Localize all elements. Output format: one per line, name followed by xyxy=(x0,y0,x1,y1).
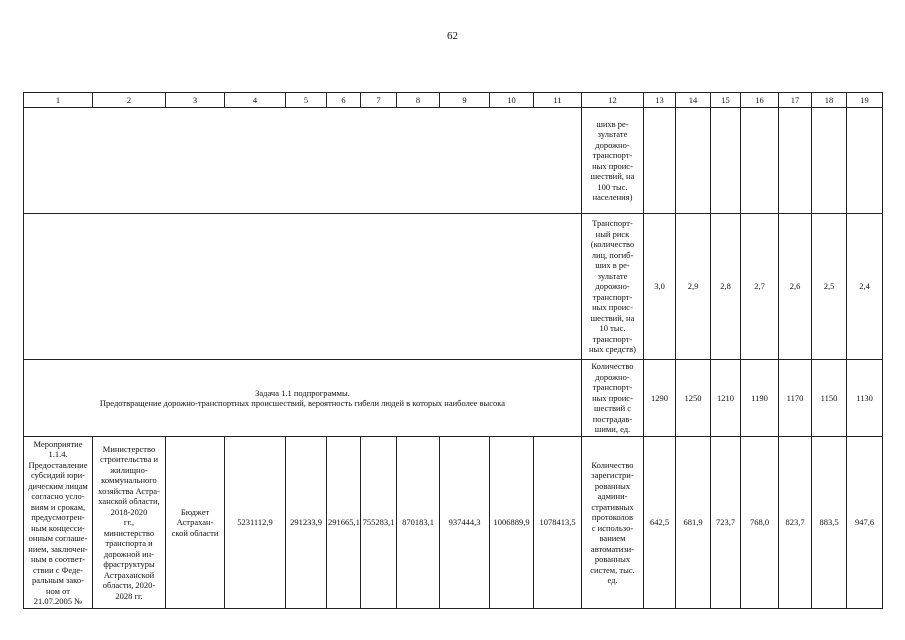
indicator-text: Транспорт- ный риск (количество лиц, погиб- ших в ре- зультате дорожно- транспорт- ных проис- шествий, на 10 тыс. транспорт- ных средств) xyxy=(589,218,636,355)
table-row xyxy=(24,214,883,360)
value-cell: 1210 xyxy=(711,360,741,437)
column-header: 12 xyxy=(582,93,644,108)
column-header: 17 xyxy=(779,93,812,108)
value-cell: 2,6 xyxy=(779,214,812,360)
amount-cell: 870183,1 xyxy=(397,437,440,609)
value-cell: 768,0 xyxy=(741,437,779,609)
table-row xyxy=(24,108,883,214)
column-header: 5 xyxy=(286,93,327,108)
amount-cell: 937444,3 xyxy=(440,437,490,609)
indicator-text: Количество дорожно- транспорт- ных проис- шествий с пострадав- шими, ед. xyxy=(591,361,634,435)
task-title: Задача 1.1 подпрограммы. xyxy=(255,387,350,398)
value-cell: 883,5 xyxy=(812,437,847,609)
indicator-cell xyxy=(582,437,644,609)
value-cell: 642,5 xyxy=(644,437,676,609)
column-header: 16 xyxy=(741,93,779,108)
program-table xyxy=(23,92,883,609)
executor-text: Министерство строительства и жилищно- коммунального хозяйства Астра- ханской области, 2018-2020 гг., министерство транспорта и дорожной ин- фраструктуры Астраханской области, 2020- 2028 гг. xyxy=(98,443,160,601)
value-cell: 947,6 xyxy=(847,437,883,609)
empty-merged-cell xyxy=(24,214,582,360)
amount-cell: 291665,1 xyxy=(327,437,361,609)
column-header: 8 xyxy=(397,93,440,108)
value-cell: 1150 xyxy=(812,360,847,437)
indicator-cell xyxy=(582,360,644,437)
task-row xyxy=(24,360,883,437)
measure-row xyxy=(24,437,883,609)
task-text: Предотвращение дорожно-транспортных происшествий, вероятность гибели людей в которых наиболее высока xyxy=(99,398,506,408)
indicator-cell xyxy=(582,214,644,360)
executor-cell xyxy=(93,437,166,609)
value-cell: 2,8 xyxy=(711,214,741,360)
value-cell: 2,7 xyxy=(741,214,779,360)
value-cell: 3,0 xyxy=(644,214,676,360)
column-header: 11 xyxy=(534,93,582,108)
indicator-cell xyxy=(582,108,644,214)
amount-cell: 5231112,9 xyxy=(225,437,286,609)
column-header: 1 xyxy=(24,93,93,108)
amount-cell: 755283,1 xyxy=(361,437,397,609)
funding-source-cell xyxy=(166,437,225,609)
column-header: 10 xyxy=(490,93,534,108)
column-header: 19 xyxy=(847,93,883,108)
value-cell: 1290 xyxy=(644,360,676,437)
value-cell: 1250 xyxy=(676,360,711,437)
task-cell xyxy=(24,360,582,437)
column-header: 4 xyxy=(225,93,286,108)
column-header: 7 xyxy=(361,93,397,108)
amount-cell: 291233,9 xyxy=(286,437,327,609)
column-header: 15 xyxy=(711,93,741,108)
value-cell: 2,4 xyxy=(847,214,883,360)
amount-cell: 1078413,5 xyxy=(534,437,582,609)
value-cell: 2,9 xyxy=(676,214,711,360)
page-number: 62 xyxy=(447,30,458,42)
column-header: 13 xyxy=(644,93,676,108)
indicator-text: Количество зарегистри- рованных админи- стративных протоколов с использо- ванием автоматизи- рованных систем, тыс. ед. xyxy=(590,459,635,585)
value-cell: 823,7 xyxy=(779,437,812,609)
value-cell: 1190 xyxy=(741,360,779,437)
column-header: 2 xyxy=(93,93,166,108)
value-cell: 723,7 xyxy=(711,437,741,609)
column-header: 3 xyxy=(166,93,225,108)
amount-cell: 1006889,9 xyxy=(490,437,534,609)
measure-name: Мероприятие 1.1.4. Предоставление субсидий юри- дическим лицам согласно усло- виям и срокам, предусмотрен- ным концесси- онным соглаше- нием, заключен- ным в соответ- ствии с Феде- ральным зако- ном от 21.07.2005 № xyxy=(28,438,88,606)
funding-source: Бюджет Астрахан- ской области xyxy=(171,506,219,538)
indicator-text: шихв ре- зультате дорожно- транспорт- ных проис- шествий, на 100 тыс. населения) xyxy=(590,118,635,202)
value-cell: 681,9 xyxy=(676,437,711,609)
value-cell: 2,5 xyxy=(812,214,847,360)
measure-name-cell xyxy=(24,437,93,609)
column-header: 9 xyxy=(440,93,490,108)
column-header: 6 xyxy=(327,93,361,108)
value-cell: 1170 xyxy=(779,360,812,437)
column-header: 18 xyxy=(812,93,847,108)
header-row xyxy=(24,93,883,108)
column-header: 14 xyxy=(676,93,711,108)
empty-merged-cell xyxy=(24,108,582,214)
value-cell: 1130 xyxy=(847,360,883,437)
